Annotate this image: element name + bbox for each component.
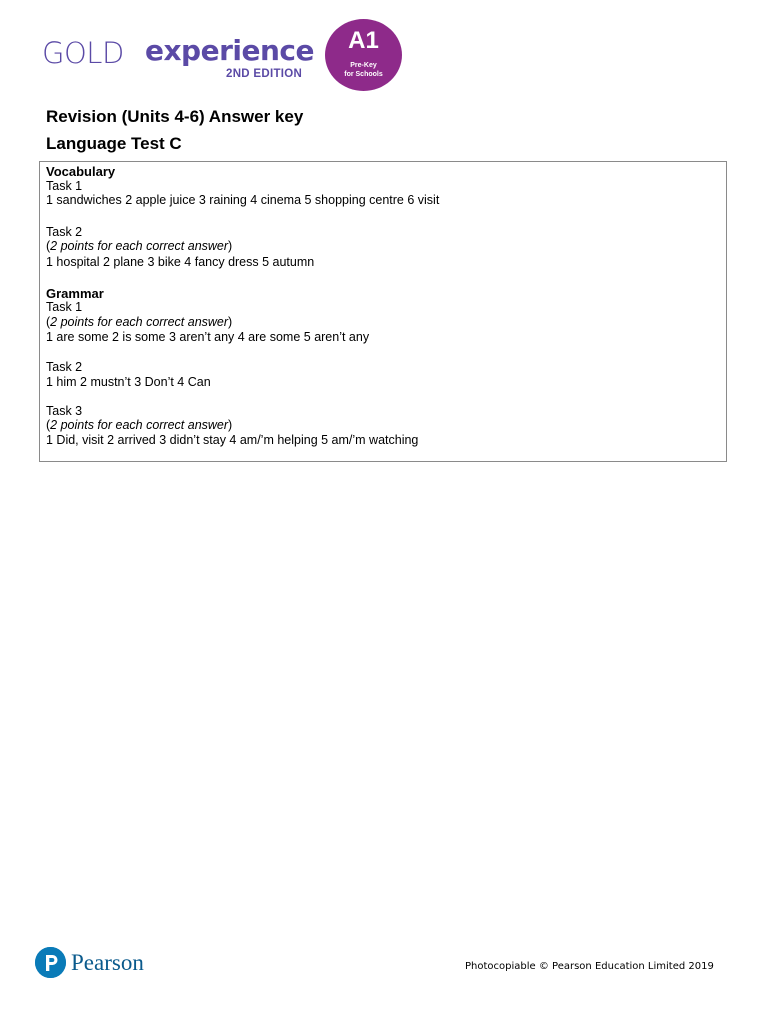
vocabulary-task1-label: Task 1 [46,179,83,193]
level-badge [325,19,402,91]
vocabulary-heading: Vocabulary [46,164,116,179]
pearson-wordmark: Pearson [71,950,144,975]
grammar-task3-answers: 1 Did, visit 2 arrived 3 didn’t stay 4 am/’m helping 5 am/’m watching [46,433,419,447]
logo-edition-text: 2ND EDITION [226,68,303,80]
pearson-mark-icon [35,947,66,978]
grammar-task3-points-note: (2 points for each correct answer) [46,418,233,432]
document-title: Revision (Units 4-6) Answer key [46,107,304,126]
logo-gold-text: GOLD [42,36,124,70]
copyright-notice: Photocopiable © Pearson Education Limited 2019 [465,961,714,972]
document-subtitle: Language Test C [46,134,182,153]
level-badge-level: A1 [348,27,379,54]
vocabulary-task1-answers: 1 sandwiches 2 apple juice 3 raining 4 cinema 5 shopping centre 6 visit [46,193,440,207]
grammar-task1-label: Task 1 [46,300,83,314]
grammar-task1-answers: 1 are some 2 is some 3 aren’t any 4 are some 5 aren’t any [46,330,370,344]
vocabulary-task2-points-note: (2 points for each correct answer) [46,239,233,253]
logo-experience-text: experience [145,34,315,67]
level-badge-sub-2: for Schools [344,71,383,78]
grammar-task3-label: Task 3 [46,404,83,418]
grammar-task2-label: Task 2 [46,360,83,374]
grammar-task1-points-note: (2 points for each correct answer) [46,315,233,329]
grammar-heading: Grammar [46,286,104,301]
level-badge-sub-1: Pre-Key [350,62,377,69]
vocabulary-task2-label: Task 2 [46,225,83,239]
vocabulary-task2-answers: 1 hospital 2 plane 3 bike 4 fancy dress 5 autumn [46,255,315,269]
grammar-task2-answers: 1 him 2 mustn’t 3 Don’t 4 Can [46,375,211,389]
